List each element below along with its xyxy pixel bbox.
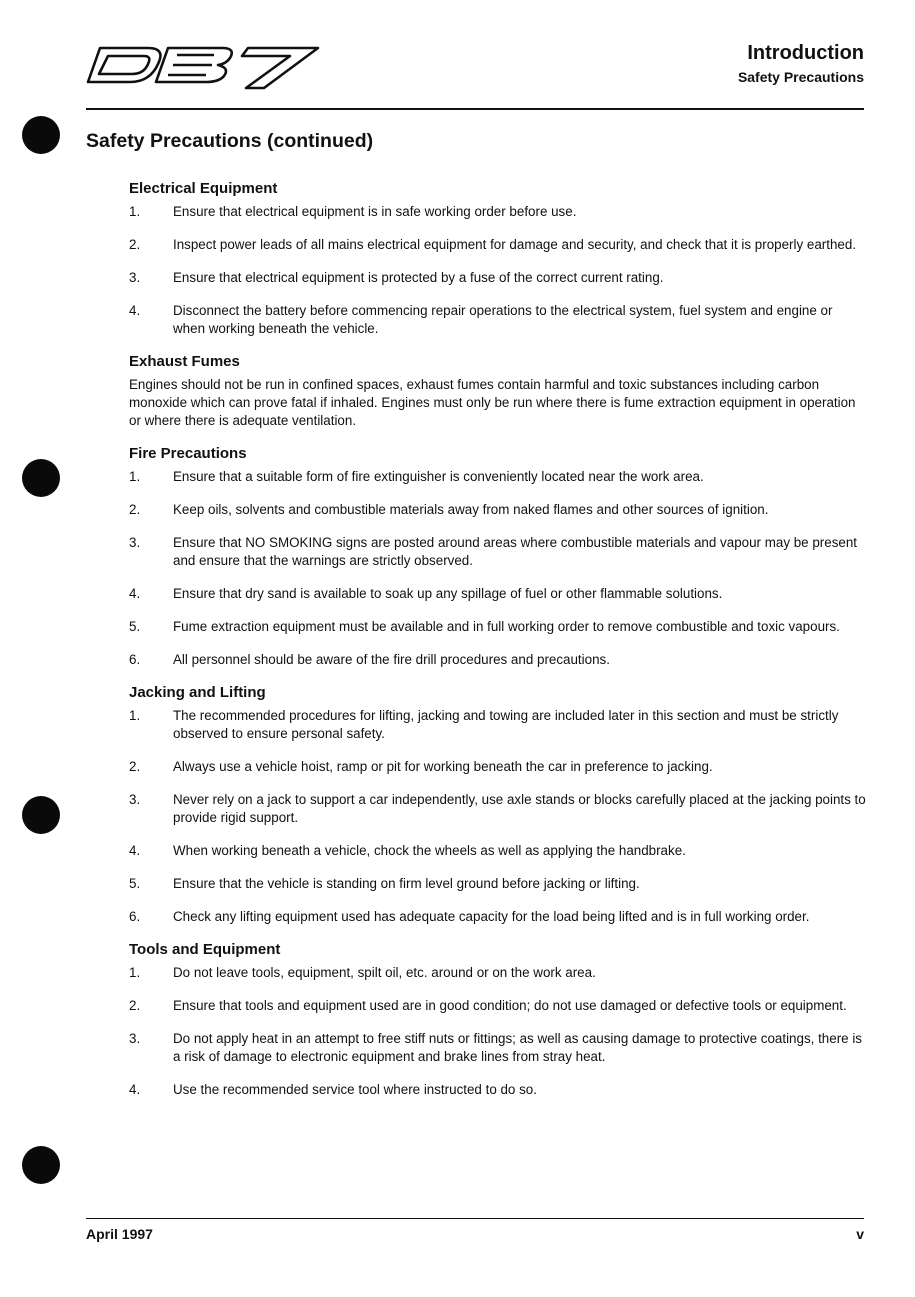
section-heading: Jacking and Lifting xyxy=(129,684,266,701)
item-number: 3. xyxy=(129,535,141,550)
item-text: Keep oils, solvents and combustible materials away from naked flames and other sources of ignition. xyxy=(173,502,769,517)
item-number: 6. xyxy=(129,652,141,667)
item-number: 3. xyxy=(129,1031,141,1046)
item-number: 1. xyxy=(129,204,141,219)
list-item xyxy=(129,203,867,221)
item-number: 4. xyxy=(129,303,141,318)
item-text: All personnel should be aware of the fire drill procedures and precautions. xyxy=(173,652,610,667)
item-text: Inspect power leads of all mains electrical equipment for damage and security, and check that it is properly earthed. xyxy=(173,237,857,252)
list-item xyxy=(129,1081,867,1099)
list-item xyxy=(129,468,867,486)
item-number: 5. xyxy=(129,876,141,891)
section-paragraph: Engines should not be run in confined spaces, exhaust fumes contain harmful and toxic substances including carbon monoxide which can prove fatal if inhaled. Engines must only be run where there is fume extraction equipment in operation or where there is adequate ventilation. xyxy=(129,377,856,428)
document-body xyxy=(129,180,867,1114)
list-item xyxy=(129,1030,867,1066)
list-item xyxy=(129,618,867,636)
item-text: Ensure that electrical equipment is protected by a fuse of the correct current rating. xyxy=(173,270,664,285)
item-number: 4. xyxy=(129,1082,141,1097)
item-text: Fume extraction equipment must be available and in full working order to remove combustible and toxic vapours. xyxy=(173,619,840,634)
item-text: When working beneath a vehicle, chock the wheels as well as applying the handbrake. xyxy=(173,843,686,858)
item-number: 4. xyxy=(129,586,141,601)
item-text: Always use a vehicle hoist, ramp or pit for working beneath the car in preference to jacking. xyxy=(173,759,713,774)
item-text: Ensure that dry sand is available to soak up any spillage of fuel or other flammable solutions. xyxy=(173,586,723,601)
header-subtitle: Safety Precautions xyxy=(737,69,864,85)
list-item xyxy=(129,997,867,1015)
punch-hole xyxy=(22,459,60,497)
item-number: 6. xyxy=(129,909,141,924)
list-item xyxy=(129,842,867,860)
item-text: Ensure that NO SMOKING signs are posted around areas where combustible materials and vapour may be present and ensure that the warnings are strictly observed. xyxy=(173,535,858,568)
item-number: 4. xyxy=(129,843,141,858)
item-number: 2. xyxy=(129,759,141,774)
item-text: The recommended procedures for lifting, jacking and towing are included later in this section and must be strictly observed to ensure personal safety. xyxy=(173,708,839,741)
list-item xyxy=(129,791,867,827)
item-number: 5. xyxy=(129,619,141,634)
section-exhaust-fumes xyxy=(129,353,867,430)
punch-hole xyxy=(22,796,60,834)
item-text: Never rely on a jack to support a car independently, use axle stands or blocks carefully placed at the jacking points to provide rigid support. xyxy=(173,792,866,825)
list-item xyxy=(129,534,867,570)
item-number: 1. xyxy=(129,469,141,484)
section-heading: Fire Precautions xyxy=(129,445,247,462)
section-tools-and-equipment xyxy=(129,941,867,1099)
item-number: 2. xyxy=(129,237,141,252)
list-item xyxy=(129,707,867,743)
item-number: 2. xyxy=(129,502,141,517)
item-text: Ensure that tools and equipment used are in good condition; do not use damaged or defective tools or equipment. xyxy=(173,998,847,1013)
list-item xyxy=(129,585,867,603)
list-item xyxy=(129,236,867,254)
item-number: 1. xyxy=(129,708,141,723)
db7-logo xyxy=(86,42,326,92)
item-text: Ensure that the vehicle is standing on firm level ground before jacking or lifting. xyxy=(173,876,640,891)
footer-page-number: v xyxy=(856,1226,864,1242)
section-heading: Electrical Equipment xyxy=(129,180,278,197)
list-item xyxy=(129,651,867,669)
punch-hole xyxy=(22,116,60,154)
section-jacking-and-lifting xyxy=(129,684,867,926)
item-text: Ensure that electrical equipment is in safe working order before use. xyxy=(173,204,577,219)
punch-hole xyxy=(22,1146,60,1184)
footer-date: April 1997 xyxy=(86,1226,153,1242)
item-text: Use the recommended service tool where instructed to do so. xyxy=(173,1082,537,1097)
list-item xyxy=(129,875,867,893)
item-text: Disconnect the battery before commencing repair operations to the electrical system, fuel system and engine or when working beneath the vehicle. xyxy=(173,303,833,336)
section-fire-precautions xyxy=(129,445,867,669)
item-text: Check any lifting equipment used has adequate capacity for the load being lifted and is in full working order. xyxy=(173,909,810,924)
list-item xyxy=(129,964,867,982)
item-text: Ensure that a suitable form of fire extinguisher is conveniently located near the work area. xyxy=(173,469,704,484)
list-item xyxy=(129,908,867,926)
page-title: Safety Precautions (continued) xyxy=(86,130,374,152)
list-item xyxy=(129,302,867,338)
item-text: Do not apply heat in an attempt to free stiff nuts or fittings; as well as causing damage to protective coatings, there is a risk of damage to electronic equipment and brake lines from stray heat. xyxy=(173,1031,863,1064)
item-number: 3. xyxy=(129,270,141,285)
header-divider xyxy=(86,108,864,110)
item-number: 3. xyxy=(129,792,141,807)
section-heading: Exhaust Fumes xyxy=(129,353,240,370)
footer-divider xyxy=(86,1218,864,1219)
section-heading: Tools and Equipment xyxy=(129,941,281,958)
header-title: Introduction xyxy=(747,42,864,64)
item-number: 2. xyxy=(129,998,141,1013)
section-electrical-equipment xyxy=(129,180,867,338)
item-number: 1. xyxy=(129,965,141,980)
list-item xyxy=(129,758,867,776)
list-item xyxy=(129,269,867,287)
list-item xyxy=(129,501,867,519)
item-text: Do not leave tools, equipment, spilt oil, etc. around or on the work area. xyxy=(173,965,596,980)
